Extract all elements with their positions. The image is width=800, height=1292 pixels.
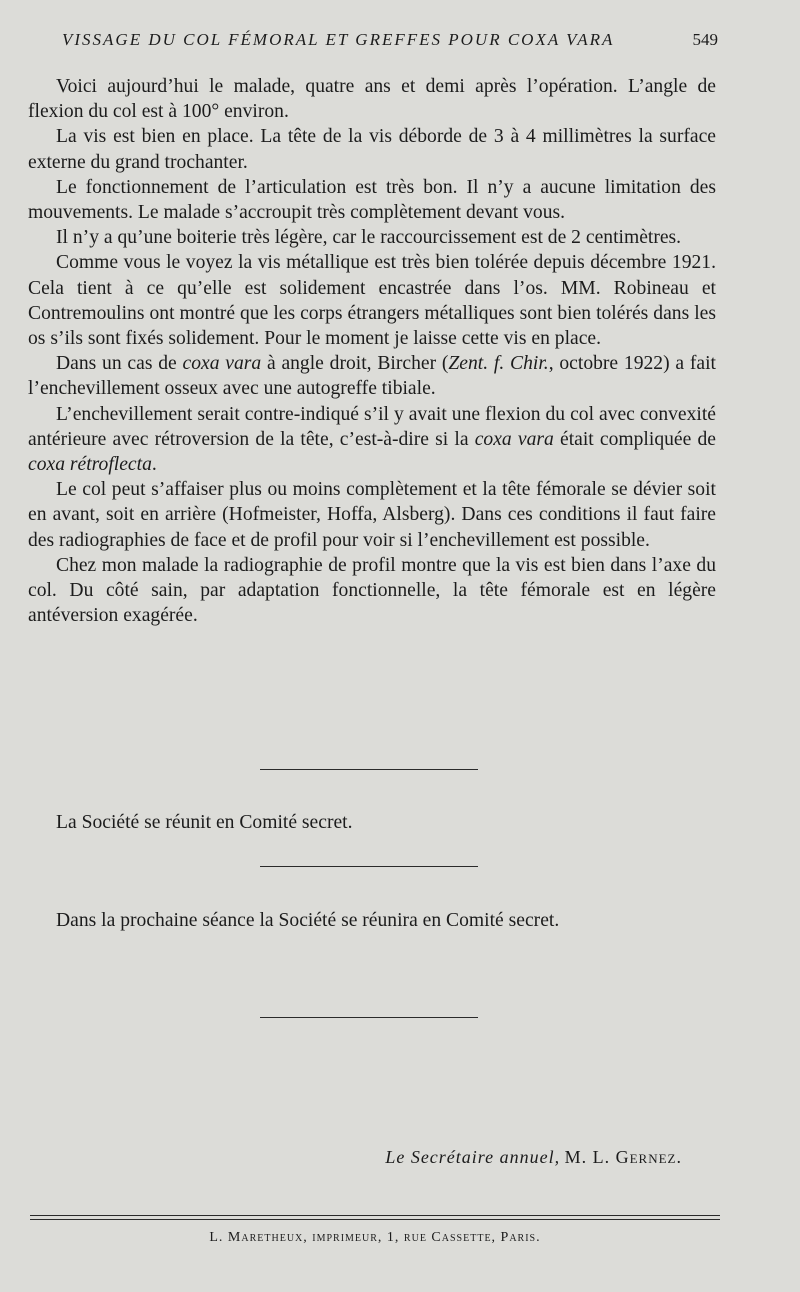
paragraph: Le col peut s’affaiser plus ou moins complètement et la tête fémorale se dévier soit en avant, soit en arrière (Hofmeister, Hoffa, Alsberg). Dans ces conditions il faut faire des radiographies de face et de profil pour voir si l’enchevillement est possible. xyxy=(28,479,716,551)
text-run: L’enchevillement serait contre-indiqué s’il y avait une flexion du col avec convexité antérieure avec rétroversion de la tête, c’est-à-dire si la xyxy=(28,403,716,450)
paragraph: Le fonctionnement de l’articulation est très bon. Il n’y a aucune limitation des mouvements. Le malade s’accroupit très complètement devant vous. xyxy=(28,176,716,224)
society-line: La Société se réunit en Comité secret. xyxy=(56,812,353,833)
paragraph: Comme vous le voyez la vis métallique est très bien tolérée depuis décembre 1921. Cela tient à ce qu’elle est solidement encastrée dans l’os. MM. Robineau et Contremoulins ont montré que les corps étrangers métalliques sont bien tolérés dans les os s’ils sont fixés solidement. Pour le moment je laisse cette vis en place. xyxy=(28,252,716,350)
italic-run: coxa rétroflecta xyxy=(28,454,152,476)
italic-run: coxa vara xyxy=(474,428,554,450)
section-divider xyxy=(260,1017,478,1018)
text-run: , octobre 1922) a fait l’enchevillement osseux avec une autogreffe tibiale. xyxy=(28,353,716,400)
text-run: était compliquée de xyxy=(553,428,716,450)
paragraph xyxy=(28,351,716,401)
next-session-line: Dans la prochaine séance la Société se réunira en Comité secret. xyxy=(56,910,560,931)
running-header xyxy=(62,30,718,50)
text-run: Dans un cas de xyxy=(56,353,183,375)
footer-rule xyxy=(30,1219,720,1220)
imprint-text: L. Maretheux, imprimeur, 1, rue Cassette, Paris. xyxy=(209,1230,541,1245)
italic-run: Zent. f. Chir. xyxy=(448,353,549,375)
printer-imprint xyxy=(0,1230,750,1246)
section-divider xyxy=(260,769,478,770)
paragraph: Il n’y a qu’une boiterie très légère, car le raccourcissement est de 2 centimètres. xyxy=(56,227,682,249)
footer-rule xyxy=(30,1215,720,1216)
header-title: VISSAGE DU COL FÉMORAL ET GREFFES POUR COXA VARA xyxy=(62,30,615,49)
signature-role: Le Secrétaire annuel, xyxy=(385,1147,561,1167)
text-run: à angle droit, Bircher ( xyxy=(261,353,449,375)
signature-name: M. L. Gernez. xyxy=(564,1147,682,1167)
paragraph: La vis est bien en place. La tête de la vis déborde de 3 à 4 millimètres la surface externe du grand trochanter. xyxy=(28,126,716,173)
article-body xyxy=(28,74,716,628)
italic-run: coxa vara xyxy=(182,353,262,375)
paragraph: Voici aujourd’hui le malade, quatre ans et demi après l’opération. L’angle de flexion du col est à 100° environ. xyxy=(28,76,716,123)
paragraph: Chez mon malade la radiographie de profil montre que la vis est bien dans l’axe du col. Du côté sain, par adaptation fonctionnelle, la tête fémorale est en légère antéversion exagérée. xyxy=(28,554,716,627)
section-divider xyxy=(260,866,478,867)
page-number: 549 xyxy=(692,30,718,49)
text-run: . xyxy=(151,454,157,476)
paragraph xyxy=(28,402,716,478)
signature xyxy=(385,1147,682,1168)
